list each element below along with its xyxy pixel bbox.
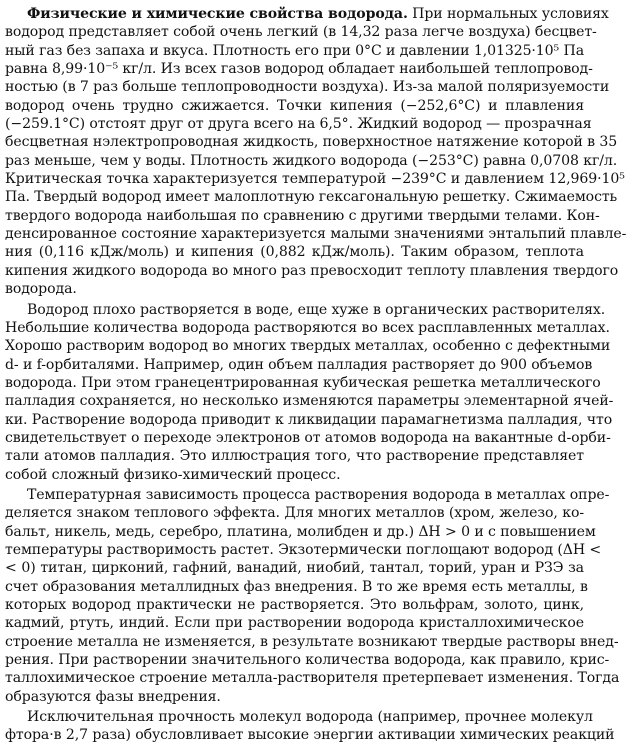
text-line: таллохимическое строение металла-растворителя претерпевает изменения. Тогда bbox=[5, 670, 620, 687]
text-line: кипения жидкого водорода во много раз превосходит теплоту плавления твердого bbox=[5, 262, 619, 279]
text-line: рения. При растворении значительного количества водорода, как правило, крис- bbox=[5, 652, 610, 669]
text-line: Хорошо растворим водород во многих твердых металлах, особенно с дефектными bbox=[5, 338, 611, 355]
text-line: температуры растворимость растет. Экзотермически поглощают водород (ΔH < bbox=[5, 541, 602, 558]
text-line: бальт, никель, медь, серебро, платина, молибден и др.) ΔH > 0 и с повышением bbox=[5, 523, 596, 540]
text-line: денсированное состояние характеризуется малыми значениями энтальпий плавле- bbox=[5, 226, 626, 243]
text-line: Критическая точка характеризуется температурой −239°C и давлением 12,969·10⁵ bbox=[5, 171, 625, 188]
text-line: Физические и химические свойства водорода. При нормальных условиях bbox=[27, 6, 609, 22]
text-line: образуются фазы внедрения. bbox=[5, 688, 221, 705]
text-line: собой сложный физико-химический процесс. bbox=[5, 466, 341, 483]
text-line: Исключительная прочность молекул водорода (например, прочнее молекул bbox=[27, 709, 593, 726]
text-line: водорода. bbox=[5, 281, 77, 298]
text-line: которых водород практически не растворяется. Это вольфрам, золото, цинк, bbox=[5, 597, 584, 613]
text-line: раз меньше, чем у воды. Плотность жидкого водорода (−253°C) равна 0,0708 кг/л. bbox=[5, 152, 618, 169]
section-heading: Физические и химические свойства водорода. bbox=[27, 6, 408, 22]
paragraph-solubility bbox=[5, 301, 614, 484]
text-line: строение металла не изменяется, в результате возникают твердые растворы внед- bbox=[5, 633, 619, 650]
text-line: кадмий, ртуть, индий. Если при растворении водорода кристаллохимическое bbox=[5, 615, 584, 632]
text-line: водород очень трудно сжижается. Точки кипения (−252,6°C) и плавления bbox=[5, 97, 584, 114]
text-line: ки. Растворение водорода приводит к ликвидации парамагнетизма палладия, что bbox=[5, 411, 613, 428]
text-line: Па. Твердый водород имеет малоплотную гексагональную решетку. Сжимаемость bbox=[5, 189, 618, 206]
text-line: ный газ без запаха и вкуса. Плотность его при 0°C и давлении 1,01325·10⁵ Па bbox=[5, 42, 584, 59]
text-line: тали атомов палладия. Это иллюстрация того, что растворение представляет bbox=[5, 448, 584, 465]
paragraph-physical-properties bbox=[5, 5, 626, 299]
paragraph-temperature-dependence bbox=[5, 486, 620, 706]
text-line: фтора·в 2,7 раза) обусловливает высокие энергии активации химических реакций bbox=[5, 727, 615, 744]
text-line: Температурная зависимость процесса растворения водорода в металлах опре- bbox=[27, 486, 610, 503]
text-line: водород представляет собой очень легкий (в 14,32 раза легче воздуха) бесцвет- bbox=[5, 24, 597, 41]
text-line: d- и f-орбиталями. Например, один объем палладия растворяет до 900 объемов bbox=[5, 356, 593, 373]
text-line: водорода. При этом гранецентрированная кубическая решетка металлического bbox=[5, 374, 601, 391]
text-line: равна 8,99·10⁻⁵ кг/л. Из всех газов водород обладает наибольшей теплопровод- bbox=[5, 61, 593, 78]
text-line: палладия сохраняется, но несколько изменяются параметры элементарной ячей- bbox=[5, 393, 614, 410]
text-line: < 0) титан, цирконий, гафний, ванадий, ниобий, тантал, торий, уран и РЗЭ за bbox=[5, 560, 584, 577]
text-line: твердого водорода наибольшая по сравнению с другими твердыми телами. Кон- bbox=[5, 207, 600, 224]
text-line: Небольшие количества водорода растворяются во всех расплавленных металлах. bbox=[5, 319, 610, 336]
text-line: Водород плохо растворяется в воде, еще хуже в органических растворителях. bbox=[27, 301, 606, 318]
text-line: ностью (в 7 раз больше теплопроводности воздуха). Из-за малой поляризуемости bbox=[5, 79, 610, 96]
text-line: счет образования металлидных фаз внедрения. В то же время есть металлы, в bbox=[5, 578, 588, 595]
paragraph-molecule-strength bbox=[5, 708, 615, 745]
text-line: деляется знаком теплового эффекта. Для многих металлов (хром, железо, ко- bbox=[5, 505, 584, 522]
text-line: ния (0,116 кДж/моль) и кипения (0,882 кДж/моль). Таким образом, теплота bbox=[5, 244, 584, 261]
text-line: (−259.1°C) отстоят друг от друга всего на 6,5°. Жидкий водород — прозрачная bbox=[5, 116, 592, 133]
text-line: бесцветная нэлектропроводная жидкость, поверхностное натяжение которой в 35 bbox=[5, 134, 618, 151]
text-line: свидетельствует о переходе электронов от атомов водорода на вакантные d-орби- bbox=[5, 429, 611, 446]
